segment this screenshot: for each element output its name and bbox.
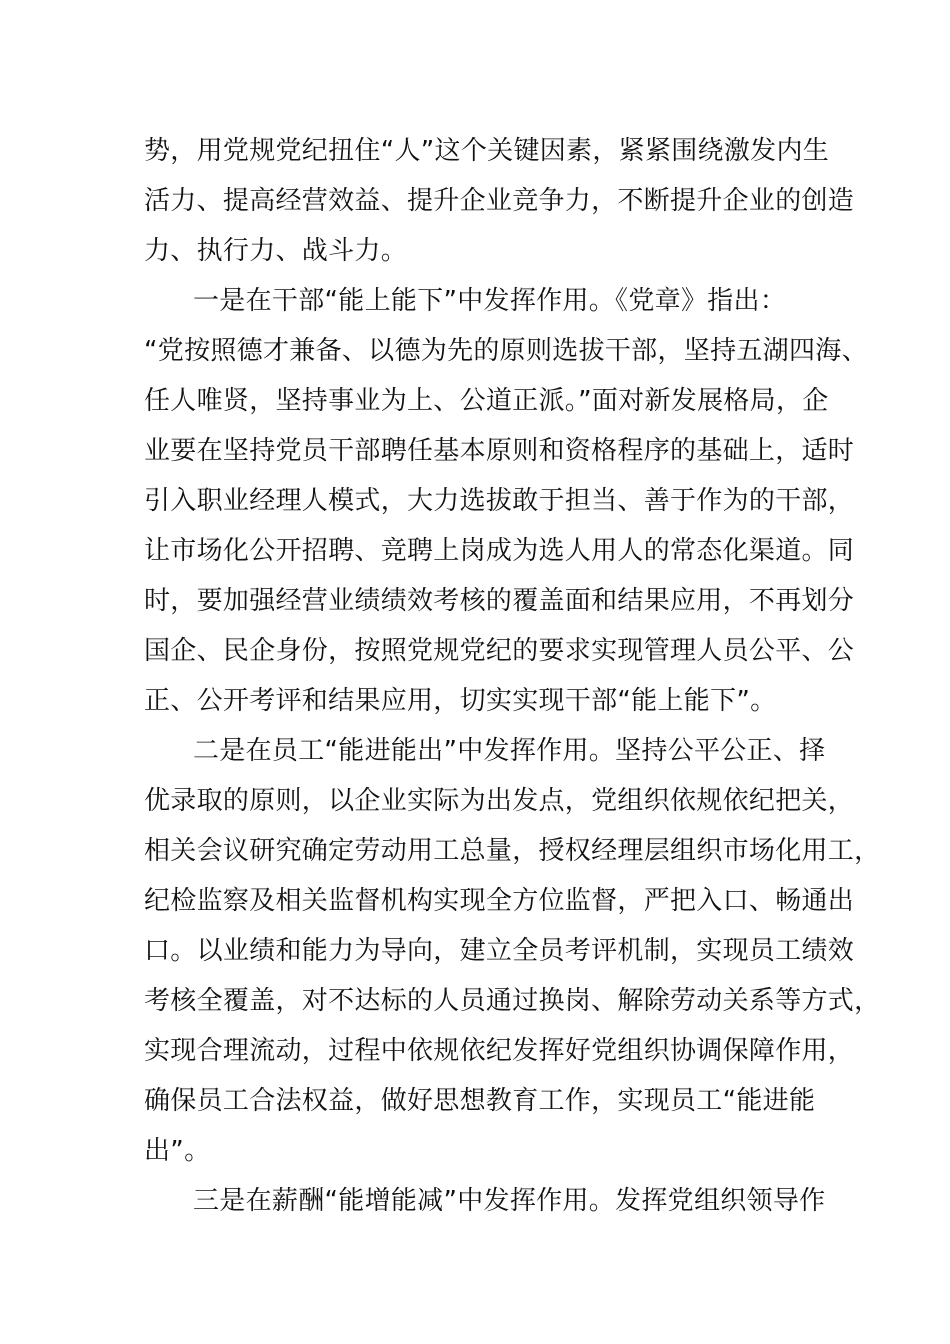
text-line: 出”。 [144,1136,211,1166]
text-line: 引入职业经理人模式，大力选拔敢于担当、善于作为的干部， [144,486,855,516]
paragraph-start-line: 三是在薪酬“能增能减”中发挥作用。发挥党组织领导作 [193,1186,826,1216]
text-line: 业要在坚持党员干部聘任基本原则和资格程序的基础上，适时 [144,436,855,466]
text-line: 时，要加强经营业绩绩效考核的覆盖面和结果应用，不再划分 [144,586,855,616]
text-line: 优录取的原则，以企业实际为出发点，党组织依规依纪把关， [144,786,855,816]
paragraph-start-line: 一是在干部“能上能下”中发挥作用。《党章》指出： [193,286,787,316]
text-line: 国企、民企身份，按照党规党纪的要求实现管理人员公平、公 [144,636,855,666]
text-line: 让市场化公开招聘、竞聘上岗成为选人用人的常态化渠道。同 [144,536,855,566]
paragraph-start-line: 二是在员工“能进能出”中发挥作用。坚持公平公正、择 [193,736,826,766]
text-line: 考核全覆盖，对不达标的人员通过换岗、解除劳动关系等方式， [144,986,881,1016]
text-line: 正、公开考评和结果应用，切实实现干部“能上能下”。 [144,686,777,716]
text-line: “党按照德才兼备、以德为先的原则选拔干部，坚持五湖四海、 [144,336,868,366]
text-line: 活力、提高经营效益、提升企业竞争力，不断提升企业的创造 [144,186,855,216]
text-line: 口。以业绩和能力为导向，建立全员考评机制，实现员工绩效 [144,936,855,966]
text-line: 确保员工合法权益，做好思想教育工作，实现员工“能进能 [144,1086,816,1116]
text-line: 任人唯贤，坚持事业为上、公道正派。”面对新发展格局，企 [144,386,829,416]
text-line: 实现合理流动，过程中依规依纪发挥好党组织协调保障作用， [144,1036,855,1066]
text-line: 纪检监察及相关监督机构实现全方位监督，严把入口、畅通出 [144,886,855,916]
text-line: 力、执行力、战斗力。 [144,236,408,266]
text-line: 相关会议研究确定劳动用工总量，授权经理层组织市场化用工， [144,836,881,866]
text-line: 势，用党规党纪扭住“人”这个关键因素，紧紧围绕激发内生 [144,136,830,166]
